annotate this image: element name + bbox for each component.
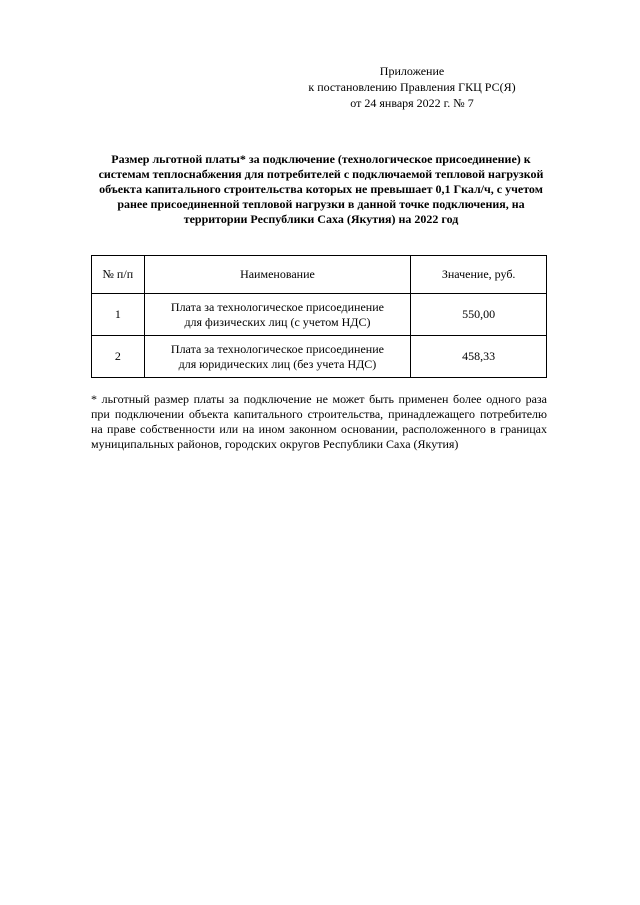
row-name-line: для юридических лиц (без учета НДС)	[178, 356, 377, 371]
row-name-line: Плата за технологическое присоединение	[170, 341, 384, 356]
row-value: 458,33	[411, 336, 547, 378]
appendix-resolution: к постановлению Правления ГКЦ РС(Я)	[308, 80, 516, 94]
header-name: Наименование	[144, 256, 411, 294]
title-line: территории Республики Саха (Якутия) на 2022 год	[183, 212, 459, 226]
row-name	[144, 336, 411, 378]
appendix-label: Приложение	[379, 64, 445, 78]
appendix-header	[262, 63, 562, 111]
header-number: № п/п	[92, 256, 145, 294]
table-header-row	[92, 256, 547, 294]
table-row	[92, 336, 547, 378]
rates-table	[91, 255, 547, 378]
row-name-line: для физических лиц (с учетом НДС)	[184, 314, 371, 329]
row-value: 550,00	[411, 294, 547, 336]
row-name-line: Плата за технологическое присоединение	[170, 299, 384, 314]
title-line: ранее присоединенной тепловой нагрузки в данной точке подключения, на	[117, 197, 525, 211]
header-value: Значение, руб.	[411, 256, 547, 294]
row-number: 2	[92, 336, 145, 378]
title-line: объекта капитального строительства которых не превышает 0,1 Гкал/ч, с учетом	[99, 182, 543, 196]
row-name	[144, 294, 411, 336]
footnote: * льготный размер платы за подключение не может быть применен более одного раза при подключении объекта капитального строительства, принадлежащего потребителю на праве собственности или на ином законном основании, расположенного в границах муниципальных районов, городских округов Республики Саха (Якутия)	[91, 392, 547, 451]
row-number: 1	[92, 294, 145, 336]
title-line: системам теплоснабжения для потребителей с подключаемой тепловой нагрузкой	[98, 167, 544, 181]
document-title	[96, 152, 546, 227]
title-line: Размер льготной платы* за подключение (технологическое присоединение) к	[111, 152, 531, 166]
table-row	[92, 294, 547, 336]
appendix-date: от 24 января 2022 г. № 7	[350, 96, 474, 110]
